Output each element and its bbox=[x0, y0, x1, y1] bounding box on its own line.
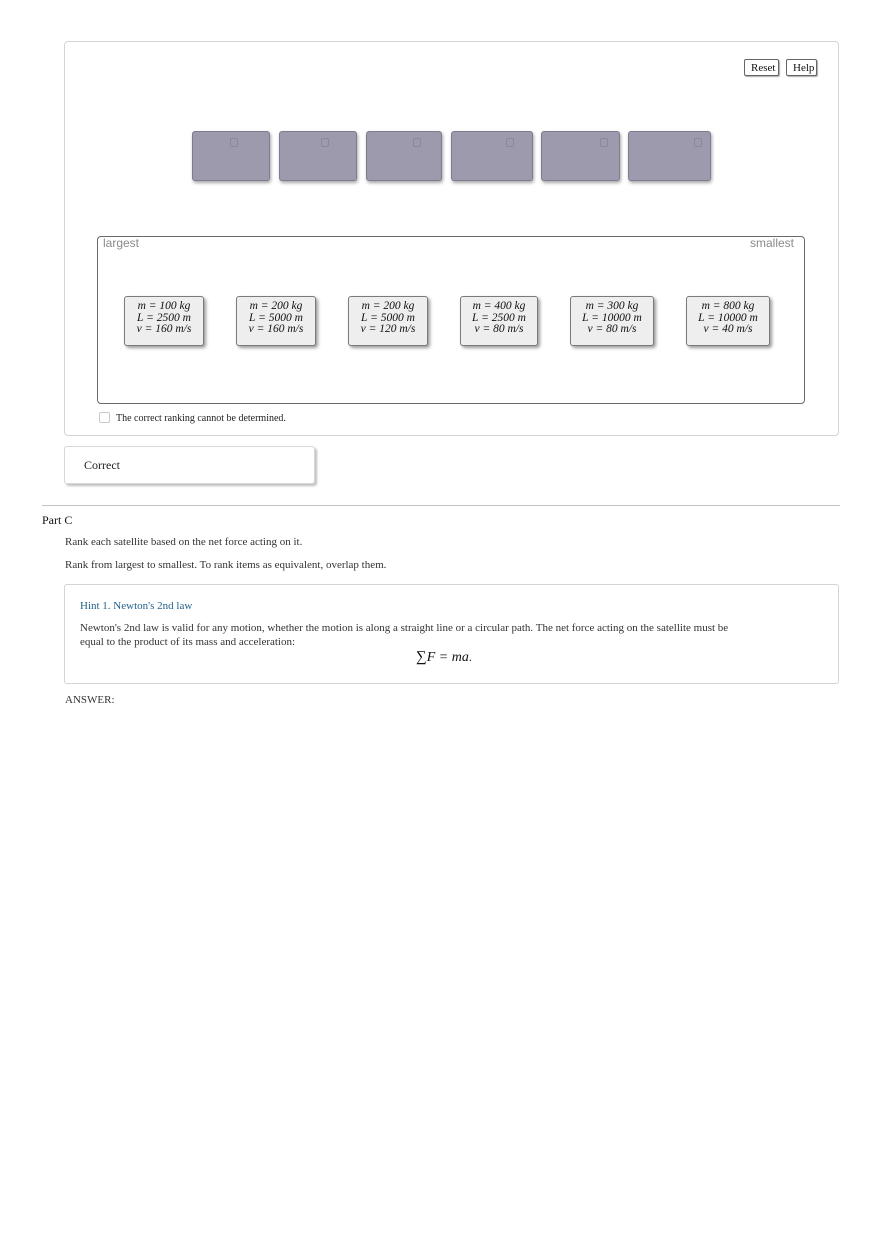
mass-value: m = 200 kg bbox=[361, 300, 415, 312]
mass-value: m = 300 kg bbox=[585, 300, 639, 312]
satellite-card[interactable] bbox=[460, 296, 538, 346]
mass-value: m = 800 kg bbox=[701, 300, 755, 312]
result-feedback bbox=[64, 446, 315, 484]
radius-value: L = 2500 m bbox=[472, 311, 526, 324]
speed-value: v = 120 m/s bbox=[360, 323, 416, 335]
speed-value: v = 160 m/s bbox=[248, 323, 304, 335]
formula-body: F = ma bbox=[426, 650, 469, 665]
radius-value: L = 10000 m bbox=[582, 311, 642, 324]
speed-value: v = 160 m/s bbox=[136, 323, 192, 335]
reset-button[interactable]: Reset bbox=[744, 59, 779, 76]
satellite-card[interactable] bbox=[348, 296, 428, 346]
cannot-determine-checkbox[interactable] bbox=[99, 412, 110, 423]
mass-value: m = 400 kg bbox=[472, 300, 526, 312]
drop-slot[interactable] bbox=[628, 131, 711, 181]
speed-value: v = 80 m/s bbox=[587, 323, 637, 335]
radius-value: L = 5000 m bbox=[361, 311, 415, 324]
largest-label: largest bbox=[103, 236, 140, 250]
section-divider bbox=[42, 505, 840, 506]
slot-marker-icon bbox=[600, 138, 608, 147]
radius-value: L = 5000 m bbox=[249, 311, 303, 324]
drop-slot[interactable] bbox=[451, 131, 533, 181]
radius-value: L = 2500 m bbox=[137, 311, 191, 324]
drop-slot[interactable] bbox=[366, 131, 442, 181]
slot-marker-icon bbox=[321, 138, 329, 147]
summation-symbol: ∑ bbox=[416, 649, 427, 665]
hint-panel bbox=[64, 584, 839, 684]
formula-period: . bbox=[468, 650, 472, 664]
slot-marker-icon bbox=[413, 138, 421, 147]
speed-value: v = 40 m/s bbox=[703, 323, 753, 335]
cannot-determine-label: The correct ranking cannot be determined. bbox=[116, 413, 286, 424]
question-text: Rank each satellite based on the net force acting on it. bbox=[65, 536, 303, 548]
hint-text-line-1: Newton's 2nd law is valid for any motion, whether the motion is along a straight line or a circular path. The net force acting on the satellite must be bbox=[80, 622, 729, 634]
slot-marker-icon bbox=[230, 138, 238, 147]
mass-value: m = 200 kg bbox=[249, 300, 303, 312]
drop-slot[interactable] bbox=[192, 131, 270, 181]
slot-marker-icon bbox=[694, 138, 702, 147]
radius-value: L = 10000 m bbox=[698, 311, 758, 324]
drop-slot[interactable] bbox=[541, 131, 620, 181]
result-status: Correct bbox=[84, 458, 120, 472]
satellite-card[interactable] bbox=[686, 296, 770, 346]
help-button[interactable]: Help bbox=[786, 59, 817, 76]
answer-label: ANSWER: bbox=[65, 694, 115, 706]
speed-value: v = 80 m/s bbox=[474, 323, 524, 335]
mass-value: m = 100 kg bbox=[137, 300, 191, 312]
smallest-label: smallest bbox=[750, 236, 795, 250]
slot-marker-icon bbox=[506, 138, 514, 147]
hint-title[interactable]: Hint 1. Newton's 2nd law bbox=[80, 600, 193, 612]
part-title: Part C bbox=[42, 513, 73, 527]
instruction-text: Rank from largest to smallest. To rank items as equivalent, overlap them. bbox=[65, 559, 387, 571]
hint-formula bbox=[416, 649, 472, 666]
hint-text-line-2: equal to the product of its mass and acceleration: bbox=[80, 636, 296, 648]
satellite-card[interactable] bbox=[124, 296, 204, 346]
satellite-card[interactable] bbox=[570, 296, 654, 346]
drop-slot[interactable] bbox=[279, 131, 357, 181]
satellite-card[interactable] bbox=[236, 296, 316, 346]
